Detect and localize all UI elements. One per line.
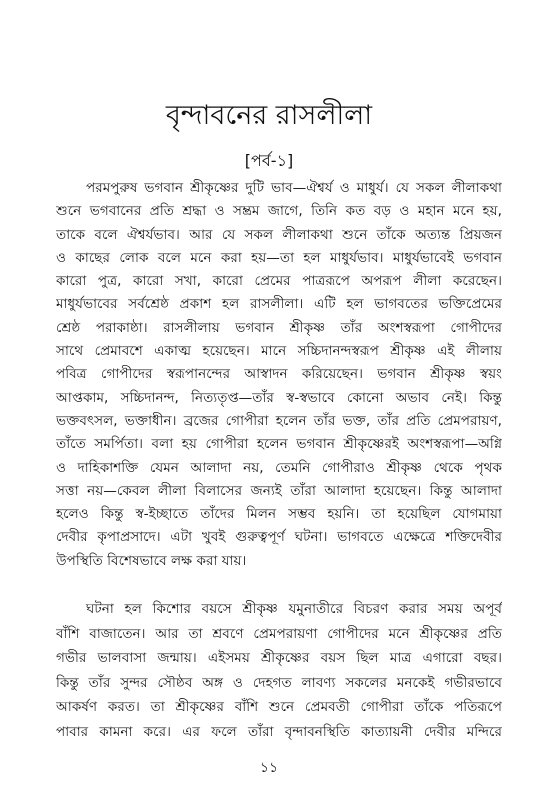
text-line: বাঁশি বাজাতেন। আর তা শ্রবণে প্রেমপরায়ণা গোপীদের মনে শ্রীকৃষ্ণের প্রতি [56, 625, 502, 642]
text-line: মাধুর্যভাবের সর্বশ্রেষ্ঠ প্রকাশ হল রাসলীলা। এটি হল ভাগবতের ভক্তিপ্রেমের [56, 296, 502, 313]
text-line: দেবীর কৃপাপ্রসাদে। এটা খুবই গুরুত্বপূর্ণ ঘটনা। ভাগবতে এক্ষেত্রে শক্তিদেবীর [56, 529, 502, 546]
text-line: পরমপুরুষ ভগবান শ্রীকৃষ্ণের দুটি ভাব—ঐশ্বর্য ও মাধুর্য। যে সকল লীলাকথা [86, 180, 502, 196]
chapter-title: বৃন্দাবনের রাসলীলা [165, 100, 373, 131]
text-line: আপ্তকাম, সচ্চিদানন্দ, নিত্যতৃপ্ত—তাঁর স্ব-স্বভাবে কোনো অভাব নেই। কিন্তু [56, 389, 502, 406]
text-line: সত্তা নয়—কেবল লীলা বিলাসের জন্যই তাঁরা আলাদা হয়েছেন। কিন্তু আলাদা [56, 482, 502, 499]
text-line: ও দাহিকাশক্তি যেমন আলাদা নয়, তেমনি গোপীরাও শ্রীকৃষ্ণ থেকে পৃথক [56, 459, 502, 476]
text-line: গভীর ভালবাসা জন্মায়। এইসময় শ্রীকৃষ্ণের বয়স ছিল মাত্র এগারো বছর। [56, 650, 502, 667]
text-line: ঘটনা হল কিশোর বয়সে শ্রীকৃষ্ণ যমুনাতীরে বিচরণ করার সময় অপূর্ব [86, 601, 502, 617]
text-line: শুনে ভগবানের প্রতি শ্রদ্ধা ও সম্ভ্রম জাগে, তিনি কত বড় ও মহান মনে হয়, [56, 203, 502, 220]
text-line: শ্রেষ্ঠ পরাকাষ্ঠা। রাসলীলায় ভগবান শ্রীকৃষ্ণ তাঁর অংশস্বরূপা গোপীদের [56, 319, 502, 336]
text-line: পবিত্র গোপীদের স্বরূপানন্দের আস্বাদন করিয়েছেন। ভগবান শ্রীকৃষ্ণ স্বয়ং [56, 366, 502, 383]
text-line: তাকে বলে ঐশ্বর্যভাব। আর যে সকল লীলাকথা শুনে তাঁকে অত্যন্ত প্রিয়জন [56, 226, 502, 243]
paragraph-1 [56, 177, 502, 573]
part-label: [পর্ব-১] [244, 151, 294, 170]
text-line: তাঁতে সমর্পিতা। বলা হয় গোপীরা হলেন ভগবান শ্রীকৃষ্ণেরই অংশস্বরূপা—অগ্নি [56, 436, 502, 453]
text-line: কিন্তু তাঁর সুন্দর সৌষ্ঠব অঙ্গ ও দেহগত লাবণ্য সকলের মনকেই গভীরভাবে [56, 674, 502, 691]
text-line: হলেও কিন্তু স্ব-ইচ্ছাতে তাঁদের মিলন সম্ভব হয়নি। তা হয়েছিল যোগমায়া [56, 506, 502, 523]
text-line: ও কাছের লোক বলে মনে করা হয়—তা হল মাধুর্যভাব। মাধুর্যভাবেই ভগবান [56, 249, 502, 266]
text-line: উপস্থিতি বিশেষভাবে লক্ষ করা যায়। [56, 552, 247, 569]
paragraph-2 [56, 597, 502, 745]
text-line: পাবার কামনা করে। এর ফলে তাঁরা বৃন্দাবনস্থিতি কাত্যায়নী দেবীর মন্দিরে [56, 723, 502, 740]
page-number: ১১ [259, 760, 279, 776]
text-line: আকর্ষণ করত। তা শ্রীকৃষ্ণের বাঁশি শুনে প্রেমবতী গোপীরা তাঁকে পতিরূপে [56, 699, 502, 716]
text-line: কারো পুত্র, কারো সখা, কারো প্রেমের পাত্ররূপে অপরূপ লীলা করেছেন। [56, 273, 502, 290]
text-line: সাথে প্রেমাবশে একাত্ম হয়েছেন। মানে সচ্চিদানন্দস্বরূপ শ্রীকৃষ্ণ এই লীলায় [56, 343, 502, 360]
text-line: ভক্তবৎসল, ভক্তাধীন। ব্রজের গোপীরা হলেন তাঁর ভক্ত, তাঁর প্রতি প্রেমপরায়ণ, [56, 412, 502, 429]
